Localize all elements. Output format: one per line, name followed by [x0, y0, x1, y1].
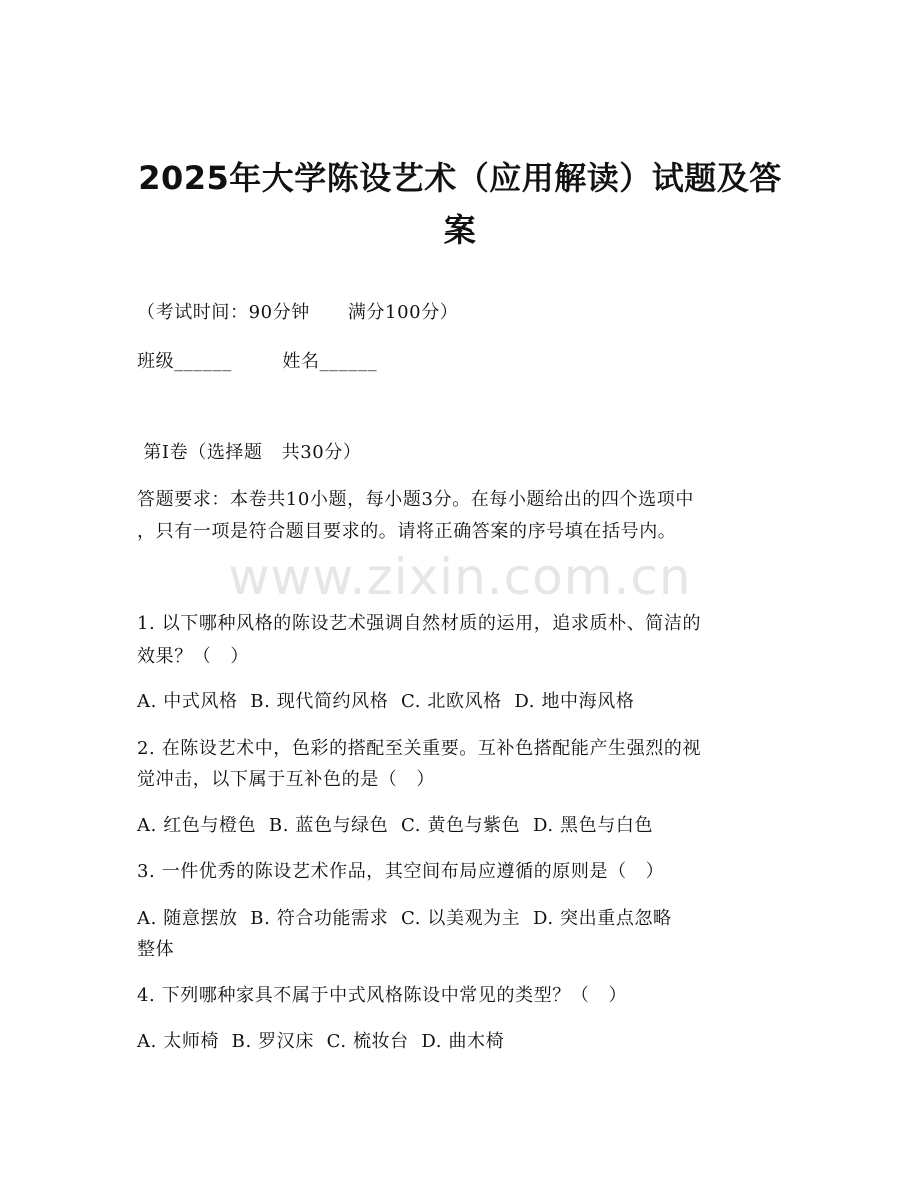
class-name-line: 班级______ 姓名______	[137, 351, 378, 372]
question-2-stem-line-1: 2. 在陈设艺术中，色彩的搭配至关重要。互补色搭配能产生强烈的视	[137, 738, 702, 759]
question-2-stem-line-2: 觉冲击，以下属于互补色的是（ ）	[137, 769, 435, 790]
question-4-stem: 4. 下列哪种家具不属于中式风格陈设中常见的类型？（ ）	[137, 985, 628, 1006]
question-2-options: A. 红色与橙色 B. 蓝色与绿色 C. 黄色与紫色 D. 黑色与白色	[137, 815, 654, 836]
page-title	[0, 152, 920, 256]
instructions-line-2: ，只有一项是符合题目要求的。请将正确答案的序号填在括号内。	[137, 521, 677, 542]
question-3-options-line-2: 整体	[137, 939, 175, 960]
question-4-options: A. 太师椅 B. 罗汉床 C. 梳妆台 D. 曲木椅	[137, 1031, 505, 1052]
question-1-stem-line-1: 1. 以下哪种风格的陈设艺术强调自然材质的运用，追求质朴、简洁的	[137, 613, 702, 634]
section-heading: 第Ⅰ卷（选择题 共30分）	[137, 442, 362, 463]
question-3-options-line-1: A. 随意摆放 B. 符合功能需求 C. 以美观为主 D. 突出重点忽略	[137, 908, 672, 929]
question-1-stem-line-2: 效果？（ ）	[137, 646, 249, 667]
instructions-line-1: 答题要求：本卷共10小题，每小题3分。在每小题给出的四个选项中	[137, 489, 694, 510]
watermark: www.zixin.com.cn	[228, 548, 692, 606]
question-1-options: A. 中式风格 B. 现代简约风格 C. 北欧风格 D. 地中海风格	[137, 691, 635, 712]
exam-info: （考试时间：90分钟 满分100分）	[137, 302, 459, 323]
title-line-1: 2025年大学陈设艺术（应用解读）试题及答	[138, 159, 782, 197]
question-3-stem: 3. 一件优秀的陈设艺术作品，其空间布局应遵循的原则是（ ）	[137, 861, 665, 882]
title-line-2: 案	[443, 211, 477, 249]
